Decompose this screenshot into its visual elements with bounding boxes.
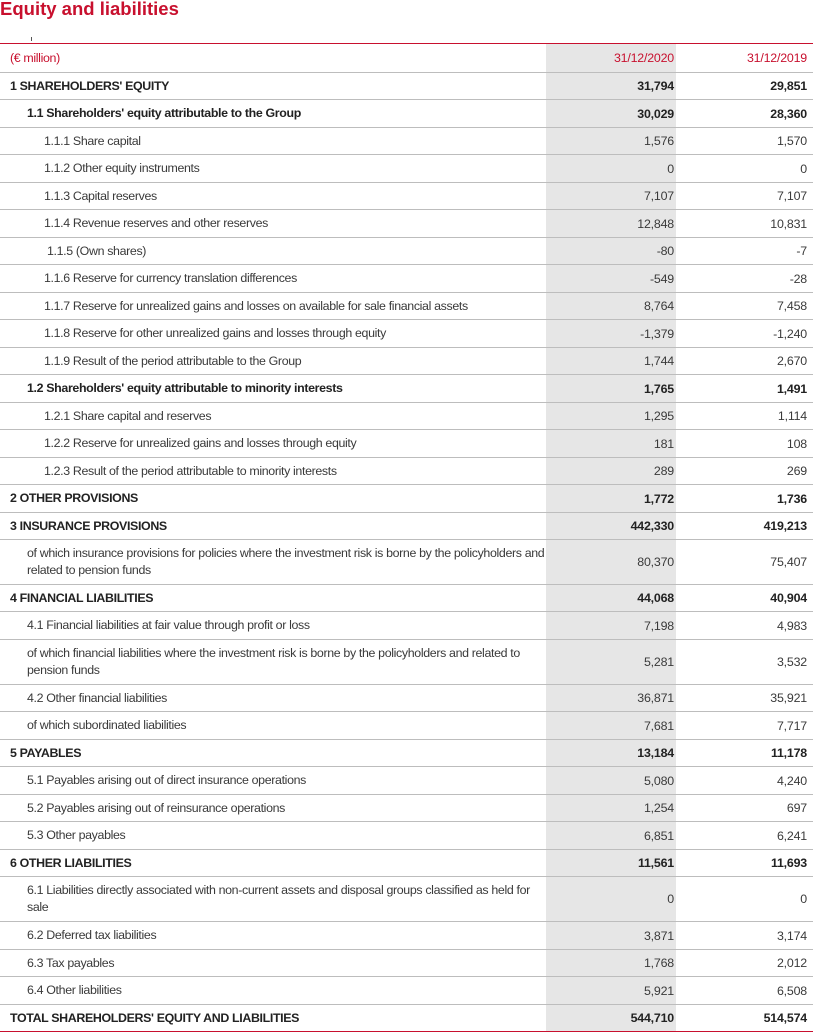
value-2019: 10,831	[770, 216, 807, 231]
value-2019: 269	[786, 464, 807, 478]
value-2019: 3,174	[776, 928, 807, 943]
value-2020: 1,576	[546, 128, 676, 154]
value-2020: 44,068	[546, 585, 676, 611]
row-label: 4.2 Other financial liabilities	[27, 690, 167, 705]
table-row	[0, 767, 813, 795]
value-2020: 30,029	[546, 100, 676, 127]
table-row	[0, 320, 813, 348]
value-2019: 2,012	[776, 956, 807, 970]
value-2020: -80	[546, 238, 676, 264]
table-row	[0, 877, 813, 922]
row-label: 1.1.7 Reserve for unrealized gains and losses on available for sale financial assets	[44, 298, 468, 313]
value-2019: -7	[796, 244, 807, 258]
value-2020: 7,681	[546, 712, 676, 739]
value-2019: 6,508	[776, 983, 807, 998]
value-2020: 1,772	[546, 485, 676, 512]
table-row	[0, 540, 813, 585]
value-2019: 1,114	[777, 409, 807, 423]
row-label: 1.1.5 (Own shares)	[47, 243, 147, 258]
value-2020: 5,080	[546, 767, 676, 794]
row-label: 4.1 Financial liabilities at fair value through profit or loss	[27, 618, 310, 632]
row-label: 1.1.4 Revenue reserves and other reserves	[44, 216, 268, 230]
value-2020: 7,198	[546, 612, 676, 639]
value-2020: 1,254	[546, 795, 676, 821]
table-row	[0, 430, 813, 458]
value-2019: 35,921	[770, 691, 807, 705]
value-2019: 1,570	[776, 134, 807, 148]
value-2019: 40,904	[770, 591, 807, 605]
row-label: 2 OTHER PROVISIONS	[10, 491, 138, 505]
row-label: 1.1 Shareholders' equity attributable to the Group	[27, 106, 301, 120]
value-2020: 544,710	[546, 1005, 676, 1031]
table-row	[0, 922, 813, 950]
row-label: 1.1.6 Reserve for currency translation differences	[44, 271, 297, 285]
value-2019: 3,532	[776, 655, 807, 669]
value-2020: 36,871	[546, 685, 676, 711]
value-2019: -28	[789, 271, 807, 286]
table-row	[0, 128, 813, 155]
value-2019: 28,360	[770, 106, 807, 121]
value-2019: 1,736	[776, 491, 807, 506]
row-label: 5.1 Payables arising out of direct insurance operations	[27, 773, 306, 787]
table-row	[0, 485, 813, 513]
table-row	[0, 740, 813, 767]
row-label: 1.1.1 Share capital	[44, 133, 141, 148]
row-label: 1.2.1 Share capital and reserves	[44, 408, 212, 423]
row-label: 1.1.3 Capital reserves	[44, 188, 157, 203]
value-2019: 419,213	[763, 519, 807, 533]
value-2019: 0	[800, 892, 807, 906]
row-label: 1.2.2 Reserve for unrealized gains and losses through equity	[44, 436, 357, 450]
value-2019: 6,241	[776, 828, 807, 843]
table-row	[0, 210, 813, 238]
row-label: 5.2 Payables arising out of reinsurance operations	[27, 800, 286, 815]
table-header	[0, 43, 813, 73]
table-row	[0, 348, 813, 375]
value-2019: 4,240	[776, 773, 807, 788]
row-label: 1.1.9 Result of the period attributable to the Group	[44, 353, 302, 368]
row-label: 3 INSURANCE PROVISIONS	[10, 518, 167, 533]
table-row	[0, 73, 813, 100]
table-row	[0, 100, 813, 128]
unit-label: (€ million)	[10, 50, 60, 65]
row-label: 6.3 Tax payables	[27, 955, 115, 970]
row-label: 4 FINANCIAL LIABILITIES	[10, 590, 154, 605]
value-2019: 7,458	[776, 299, 807, 313]
table-body	[0, 73, 813, 1032]
table-row	[0, 950, 813, 977]
value-2019: -1,240	[773, 326, 807, 341]
value-2020: 11,561	[546, 850, 676, 876]
value-2020: 289	[546, 458, 676, 484]
value-2020: 5,281	[546, 640, 676, 684]
row-label: of which insurance provisions for policies where the investment risk is borne by the policyholders and related to pension funds	[27, 546, 545, 577]
value-2019: 1,491	[776, 381, 807, 396]
value-2020: 1,765	[546, 375, 676, 402]
table-row	[0, 403, 813, 430]
value-2020: 1,768	[546, 950, 676, 976]
value-2020: 5,921	[546, 977, 676, 1004]
page-title: Equity and liabilities	[0, 0, 179, 19]
row-label: 6.1 Liabilities directly associated with non-current assets and disposal groups classified as held for sale	[27, 883, 530, 914]
row-label: 5 PAYABLES	[10, 745, 82, 760]
value-2019: 11,693	[770, 856, 807, 870]
value-2020: 181	[546, 430, 676, 457]
value-2020: 442,330	[546, 513, 676, 539]
table-row	[0, 977, 813, 1005]
row-label: 1 SHAREHOLDERS' EQUITY	[10, 78, 170, 93]
row-label: 1.2 Shareholders' equity attributable to minority interests	[27, 381, 343, 395]
value-2020: 8,764	[546, 293, 676, 319]
value-2019: 7,717	[776, 718, 807, 733]
value-2020: 7,107	[546, 183, 676, 209]
value-2019: 4,983	[776, 618, 807, 633]
table-row	[0, 293, 813, 320]
value-2020: 13,184	[546, 740, 676, 766]
table-row	[0, 585, 813, 612]
table-row	[0, 640, 813, 685]
table-row	[0, 513, 813, 540]
table-row	[0, 183, 813, 210]
row-label: 6 OTHER LIABILITIES	[10, 855, 132, 870]
value-2019: 108	[786, 436, 807, 451]
value-2020: 3,871	[546, 922, 676, 949]
value-2020: 0	[546, 155, 676, 182]
value-2020: 6,851	[546, 822, 676, 849]
table-row	[0, 458, 813, 485]
value-2019: 11,178	[770, 746, 807, 760]
table-row	[0, 265, 813, 293]
column-header-2019: 31/12/2019	[746, 51, 807, 65]
value-2020: -1,379	[546, 320, 676, 347]
value-2020: 1,744	[546, 348, 676, 374]
row-label: 5.3 Other payables	[27, 828, 126, 842]
value-2019: 7,107	[776, 189, 807, 203]
row-label: TOTAL SHAREHOLDERS' EQUITY AND LIABILITIES	[10, 1010, 300, 1025]
table-row	[0, 238, 813, 265]
table-row	[0, 795, 813, 822]
value-2019: 0	[800, 161, 807, 176]
table-row	[0, 685, 813, 712]
table-row	[0, 155, 813, 183]
decorative-tick	[31, 37, 32, 41]
value-2019: 2,670	[776, 354, 807, 368]
column-header-2020: 31/12/2020	[546, 44, 676, 72]
value-2020: 1,295	[546, 403, 676, 429]
table-row	[0, 822, 813, 850]
table-row	[0, 612, 813, 640]
row-label: 6.4 Other liabilities	[27, 983, 122, 997]
value-2020: 0	[546, 877, 676, 921]
table-row	[0, 850, 813, 877]
value-2019: 29,851	[770, 79, 807, 93]
value-2019: 75,407	[770, 555, 807, 569]
table-row	[0, 712, 813, 740]
value-2020: -549	[546, 265, 676, 292]
value-2019: 514,574	[763, 1011, 807, 1025]
row-label: 1.1.8 Reserve for other unrealized gains and losses through equity	[44, 326, 386, 340]
row-label: of which subordinated liabilities	[27, 718, 187, 732]
row-label: 1.2.3 Result of the period attributable to minority interests	[44, 463, 337, 478]
table-row	[0, 1005, 813, 1032]
row-label: of which financial liabilities where the investment risk is borne by the policyholders and related to pension funds	[27, 646, 520, 677]
value-2020: 80,370	[546, 540, 676, 584]
row-label: 1.1.2 Other equity instruments	[44, 161, 200, 175]
row-label: 6.2 Deferred tax liabilities	[27, 928, 157, 942]
value-2019: 697	[786, 801, 807, 815]
value-2020: 31,794	[546, 73, 676, 99]
table-row	[0, 375, 813, 403]
equity-liabilities-table	[0, 43, 813, 1032]
value-2020: 12,848	[546, 210, 676, 237]
